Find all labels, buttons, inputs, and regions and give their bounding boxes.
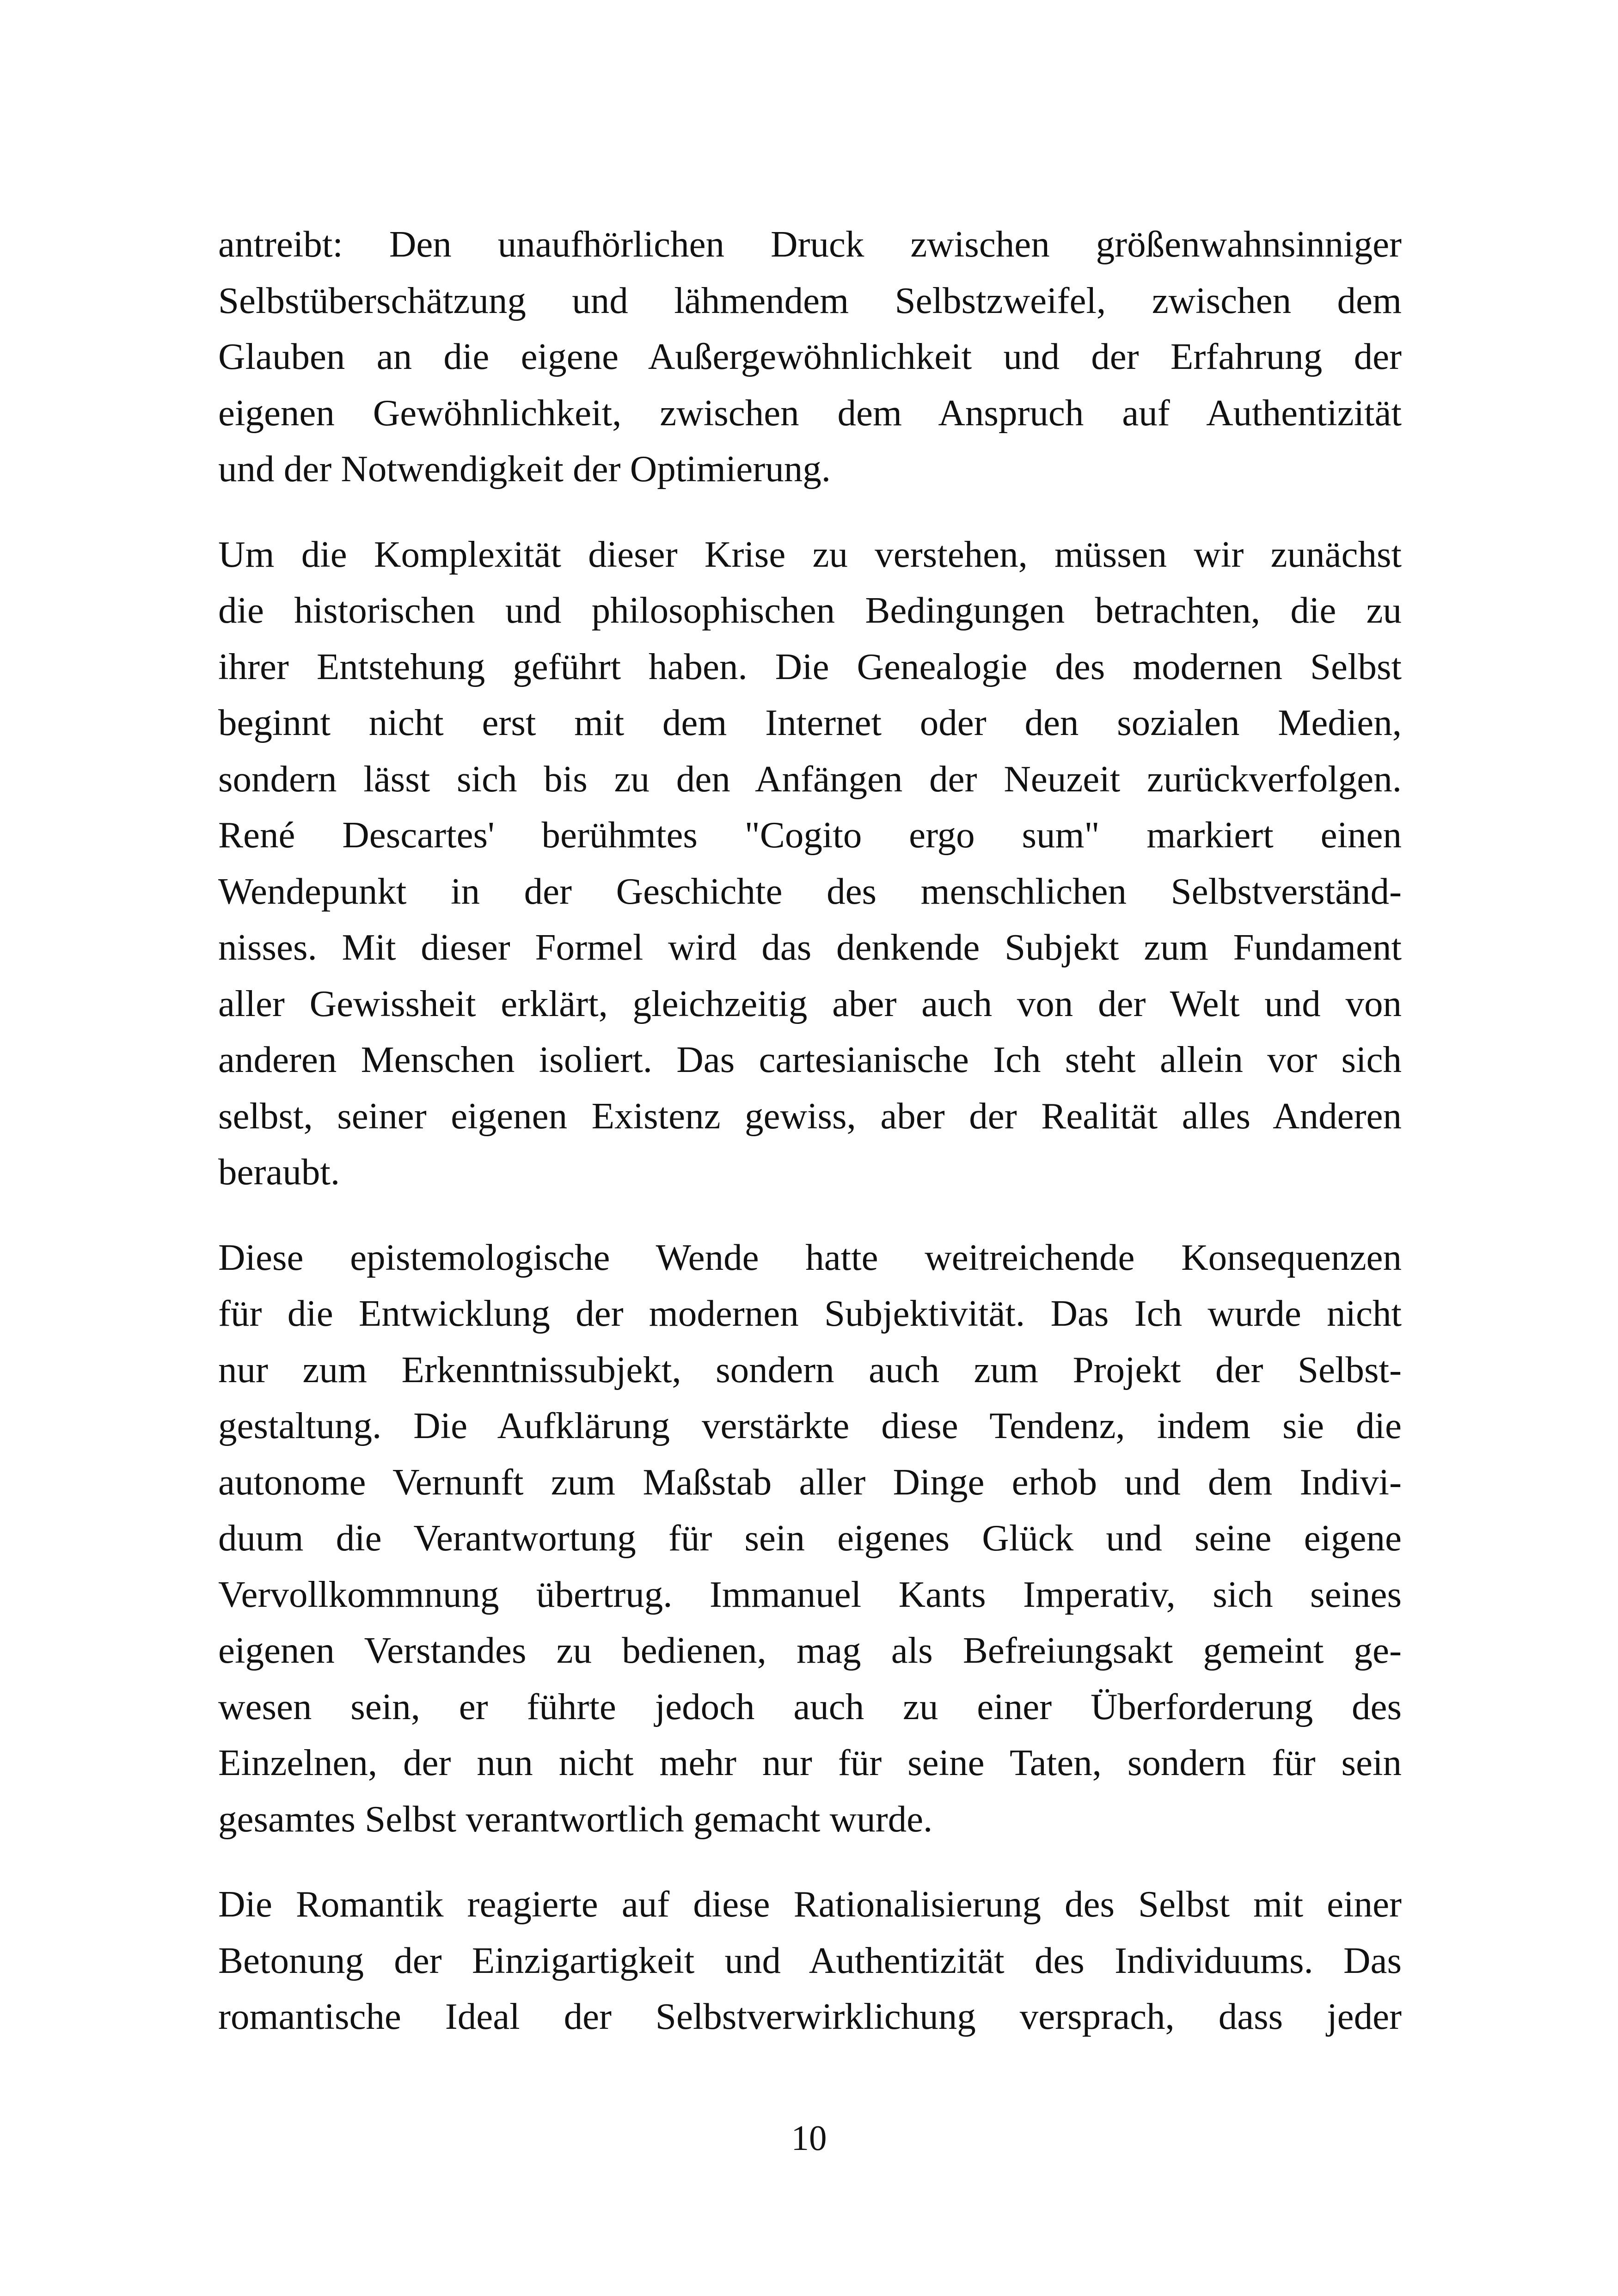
text-line: Die Romantik reagierte auf diese Rationalisierung des Selbst mit einer <box>218 1883 1402 1925</box>
text-line: Diese epistemologische Wende hatte weitreichende Konsequenzen <box>218 1236 1402 1278</box>
text-line: Selbstüberschätzung und lähmendem Selbstzweifel, zwischen dem <box>218 279 1402 321</box>
text-line: Wendepunkt in der Geschichte des menschlichen Selbstverständ- <box>218 870 1402 912</box>
page-number: 10 <box>791 2118 827 2158</box>
text-line: sondern lässt sich bis zu den Anfängen der Neuzeit zurückverfolgen. <box>218 758 1402 800</box>
text-line: eigenen Gewöhnlichkeit, zwischen dem Anspruch auf Authentizität <box>218 392 1402 434</box>
paragraph-2 <box>218 527 1402 1200</box>
text-line: wesen sein, er führte jedoch auch zu einer Überforderung des <box>218 1685 1402 1727</box>
text-line: nisses. Mit dieser Formel wird das denkende Subjekt zum Fundament <box>218 926 1402 968</box>
text-line: selbst, seiner eigenen Existenz gewiss, aber der Realität alles Anderen <box>218 1095 1402 1137</box>
text-line: Glauben an die eigene Außergewöhnlichkeit und der Erfahrung der <box>218 336 1402 377</box>
text-line: und der Notwendigkeit der Optimierung. <box>218 448 831 490</box>
text-line: romantische Ideal der Selbstverwirklichung versprach, dass jeder <box>218 1996 1402 2037</box>
paragraph-4 <box>218 1876 1402 2045</box>
text-line: beraubt. <box>218 1151 340 1193</box>
text-line: aller Gewissheit erklärt, gleichzeitig aber auch von der Welt und von <box>218 982 1402 1024</box>
text-line: beginnt nicht erst mit dem Internet oder den sozialen Medien, <box>218 702 1402 743</box>
text-line: duum die Verantwortung für sein eigenes Glück und seine eigene <box>218 1517 1402 1559</box>
text-line: gesamtes Selbst verantwortlich gemacht wurde. <box>218 1798 933 1840</box>
text-line: René Descartes' berühmtes "Cogito ergo sum" markiert einen <box>218 814 1402 856</box>
paragraph-3 <box>218 1230 1402 1848</box>
body-text <box>218 216 1402 2074</box>
text-line: antreibt: Den unaufhörlichen Druck zwischen größenwahnsinniger <box>218 223 1402 265</box>
text-line: autonome Vernunft zum Maßstab aller Dinge erhob und dem Indivi- <box>218 1461 1402 1503</box>
text-line: ihrer Entstehung geführt haben. Die Genealogie des modernen Selbst <box>218 645 1402 687</box>
text-line: die historischen und philosophischen Bedingungen betrachten, die zu <box>218 589 1402 631</box>
text-line: nur zum Erkenntnissubjekt, sondern auch zum Projekt der Selbst- <box>218 1348 1402 1390</box>
text-line: Um die Komplexität dieser Krise zu verstehen, müssen wir zunächst <box>218 533 1402 575</box>
text-line: Vervollkommnung übertrug. Immanuel Kants Imperativ, sich seines <box>218 1573 1402 1615</box>
text-line: Betonung der Einzigartigkeit und Authentizität des Individuums. Das <box>218 1939 1402 1981</box>
text-line: anderen Menschen isoliert. Das cartesianische Ich steht allein vor sich <box>218 1039 1402 1080</box>
text-line: eigenen Verstandes zu bedienen, mag als Befreiungsakt gemeint ge- <box>218 1629 1402 1671</box>
text-line: gestaltung. Die Aufklärung verstärkte diese Tendenz, indem sie die <box>218 1405 1402 1446</box>
text-line: für die Entwicklung der modernen Subjektivität. Das Ich wurde nicht <box>218 1292 1402 1334</box>
paragraph-1 <box>218 216 1402 497</box>
text-line: Einzelnen, der nun nicht mehr nur für seine Taten, sondern für sein <box>218 1742 1402 1783</box>
